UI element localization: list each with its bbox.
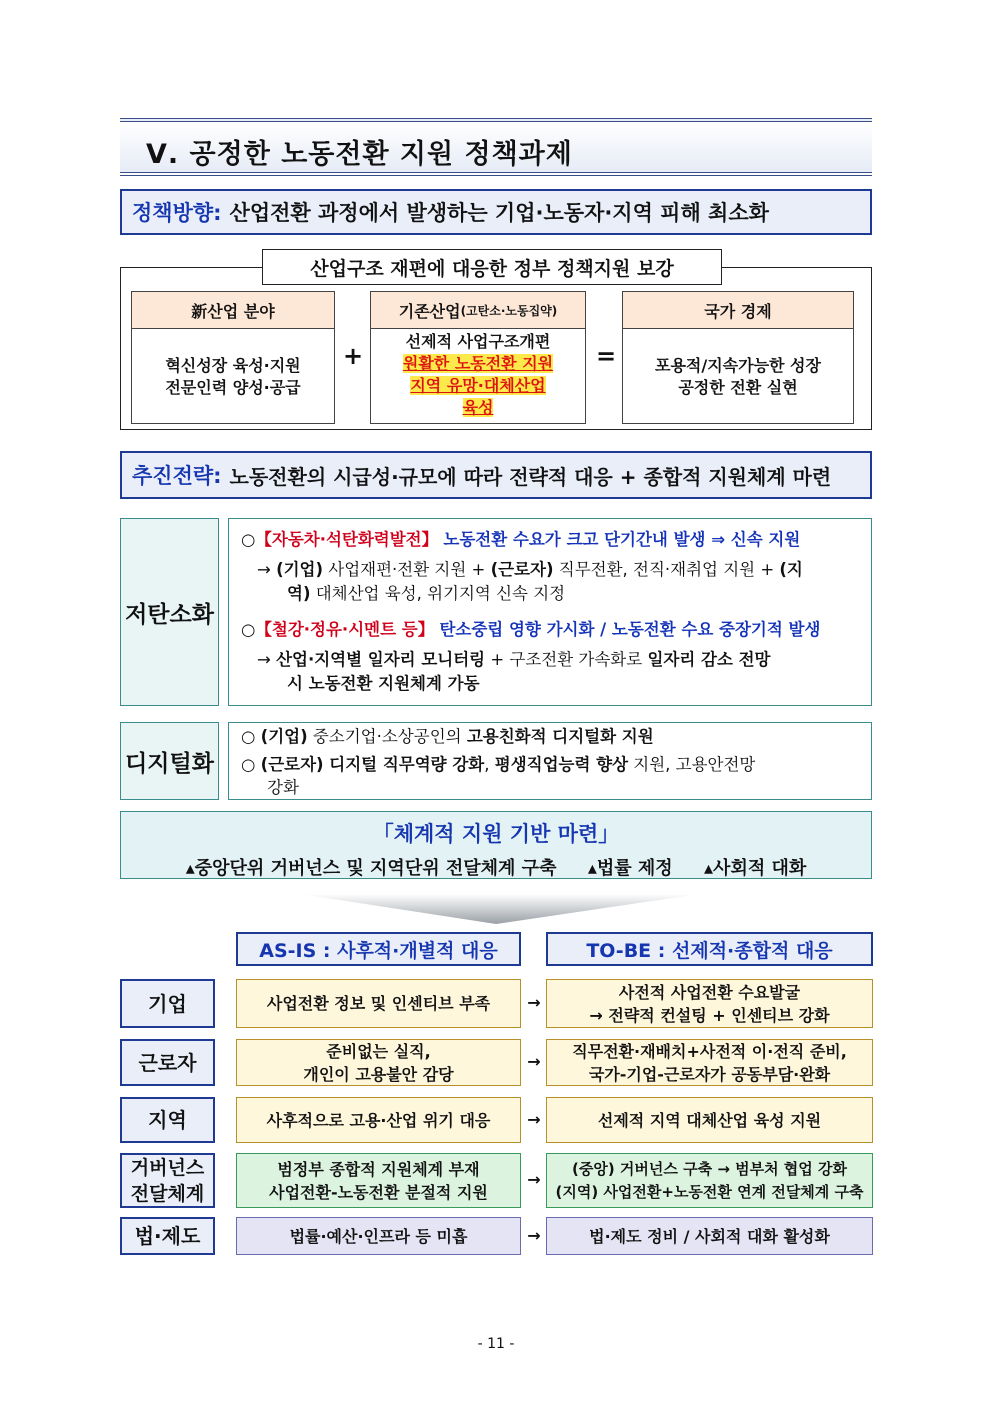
arrow-icon: → (527, 993, 541, 1012)
policy-direction-band (120, 189, 872, 235)
policy-direction-text: 산업전환 과정에서 발생하는 기업·노동자·지역 피해 최소화 (229, 201, 769, 225)
arrow-icon: → (527, 1170, 541, 1189)
cell-text: 사업전환-노동전환 분절적 지원 (269, 1182, 488, 1202)
low-carbon-bullet-1 (241, 528, 800, 552)
national-economy-body (623, 330, 853, 423)
new-industry-line: 혁신성장 육성·지원 (165, 355, 301, 375)
to-be-cell (546, 1039, 873, 1086)
highlight-text: 원활한 노동전환 지원 (402, 354, 554, 373)
strategy-band (120, 451, 872, 499)
national-economy-column (622, 291, 854, 424)
highlight-text: 지역 유망·대체산업 (410, 376, 546, 395)
bold-text: 산업·지역별 일자리 모니터링 (276, 650, 486, 669)
cell-text: 국가-기업-근로자가 공동부담·완화 (588, 1064, 831, 1084)
as-is-header: AS-IS : 사후적·개별적 대응 (236, 932, 521, 966)
text: , (484, 755, 495, 774)
existing-industry-head-sub: (고탄소·노동집약) (460, 303, 558, 318)
bullet-icon: ○ (241, 620, 256, 639)
as-is-cell (236, 1097, 521, 1143)
new-industry-head: 新산업 분야 (132, 292, 334, 329)
digital-label: 디지털화 (120, 722, 219, 800)
new-industry-column (131, 291, 335, 424)
as-is-cell (236, 1153, 521, 1208)
cell-text: (지역) 사업전환+노동전환 연계 전달체계 구축 (555, 1182, 864, 1201)
row-label-line: 전달체계 (130, 1182, 205, 1205)
to-be-cell (546, 1097, 873, 1143)
low-carbon-sub-1b (287, 582, 565, 606)
low-carbon-sub-2b (287, 672, 480, 696)
national-economy-line: 포용적/지속가능한 성장 (655, 355, 821, 375)
digital-content (228, 722, 872, 800)
bold-text: (기업) (260, 727, 308, 746)
bold-text: (기업) (276, 560, 324, 579)
cell-text: 준비없는 실직, (326, 1041, 431, 1061)
strategy-label: 추진전략: (132, 464, 222, 488)
text: 사업재편·전환 지원 + (323, 560, 491, 579)
arrow-icon: → (257, 650, 277, 669)
highlight-text: 육성 (462, 398, 494, 417)
row-label-worker: 근로자 (120, 1039, 215, 1086)
existing-industry-head-main: 기존산업 (398, 301, 461, 321)
arrow-icon: → (527, 1226, 541, 1245)
to-be-cell (546, 1153, 873, 1208)
cell-text: 사업전환 정보 및 인센티브 부족 (266, 994, 491, 1013)
to-be-cell (546, 979, 873, 1028)
bold-text: 시 노동전환 지원체계 가동 (287, 674, 480, 693)
section-title-bar (120, 118, 872, 176)
bold-text: 고용친화적 디지털화 지원 (466, 727, 654, 746)
digital-line-3: 강화 (267, 778, 299, 797)
digital-line-2 (241, 753, 755, 777)
low-carbon-bullet-2 (241, 618, 820, 642)
text: 지원, 고용안전망 (628, 755, 756, 774)
row-label-region: 지역 (120, 1097, 215, 1143)
cell-text: 선제적 지역 대체산업 육성 지원 (597, 1110, 822, 1130)
bullet-icon: ○ (241, 755, 256, 774)
new-industry-body (132, 330, 334, 423)
bold-text: 일자리 감소 전망 (647, 650, 771, 669)
row-label-line: 거버넌스 (130, 1156, 205, 1179)
cell-text: 법률·예산·인프라 등 미흡 (289, 1226, 468, 1246)
support-base-item: ▴중앙단위 거버넌스 및 지역단위 전달체계 구축 (185, 858, 557, 879)
section-title: Ⅴ. 공정한 노동전환 지원 정책과제 (146, 139, 573, 170)
cell-text: → 전략적 컨설팅 + 인센티브 강화 (589, 1005, 830, 1025)
page-number: - 11 - (477, 1336, 515, 1352)
as-is-cell (236, 979, 521, 1028)
arrow-icon: → (527, 1110, 541, 1129)
cell-text: 직무전환·재배치+사전적 이·전직 준비, (572, 1041, 847, 1061)
down-arrow-icon (300, 884, 700, 926)
as-is-cell (236, 1217, 521, 1255)
row-label-company: 기업 (120, 979, 215, 1028)
arrow-icon: → (527, 1052, 541, 1071)
text: 대체산업 육성, 위기지역 신속 지정 (310, 584, 566, 603)
red-heading: 【자동차·석탄화력발전】 (255, 530, 439, 549)
to-be-header: TO-BE : 선제적·종합적 대응 (546, 932, 873, 966)
bold-text: 역) (287, 584, 311, 603)
national-economy-head: 국가 경제 (623, 292, 853, 329)
text: + 구조전환 가속화로 (485, 650, 648, 669)
strategy-text: 노동전환의 시급성·규모에 따라 전략적 대응 + 종합적 지원체계 마련 (229, 464, 832, 489)
low-carbon-sub-1a (257, 558, 803, 582)
policy-direction-label: 정책방향: (132, 201, 222, 225)
bold-text: (근로자) 디지털 직무역량 강화 (260, 755, 485, 774)
support-base-item: ▴사회적 대화 (704, 858, 807, 879)
low-carbon-content (228, 518, 872, 706)
low-carbon-label: 저탄소화 (120, 518, 219, 706)
bullet-icon: ○ (241, 530, 256, 549)
cell-text: 사후적으로 고용·산업 위기 대응 (266, 1110, 491, 1130)
existing-industry-head (371, 292, 585, 329)
equals-sign: = (595, 342, 617, 370)
existing-industry-column (370, 291, 586, 424)
existing-industry-line: 선제적 사업구조개편 (405, 332, 551, 351)
existing-industry-body (371, 330, 585, 423)
bold-text: 평생직업능력 향상 (494, 755, 629, 774)
new-industry-line: 전문인력 양성·공급 (165, 377, 301, 397)
cell-text: (중앙) 거버넌스 구축 → 범부처 협업 강화 (572, 1159, 847, 1178)
bullet-icon: ○ (241, 727, 256, 746)
support-base-title: 「체계적 지원 기반 마련」 (372, 822, 620, 846)
arrow-icon: → (257, 560, 277, 579)
digital-line-1 (241, 725, 654, 749)
blue-heading: 탄소중립 영향 가시화 / 노동전환 수요 중장기적 발생 (439, 620, 821, 639)
low-carbon-sub-2a (257, 648, 771, 672)
bold-text: (근로자) (490, 560, 554, 579)
structure-caption: 산업구조 재편에 대응한 정부 정책지원 보강 (262, 249, 722, 285)
text: 직무전환, 전직·재취업 지원 + (553, 560, 780, 579)
row-label-law: 법·제도 (120, 1217, 215, 1255)
cell-text: 사전적 사업전환 수요발굴 (618, 982, 801, 1002)
national-economy-line: 공정한 전환 실현 (678, 377, 798, 397)
plus-sign: + (342, 342, 364, 370)
as-is-cell (236, 1039, 521, 1086)
support-base-item: ▴법률 제정 (587, 858, 673, 879)
text: 중소기업·소상공인의 (307, 727, 467, 746)
cell-text: 법·제도 정비 / 사회적 대화 활성화 (589, 1226, 830, 1246)
cell-text: 개인이 고용불안 감당 (303, 1064, 454, 1084)
cell-text: 범정부 종합적 지원체계 부재 (277, 1159, 480, 1179)
support-base-items (121, 854, 871, 880)
bold-text: (지 (779, 560, 803, 579)
blue-heading: 노동전환 수요가 크고 단기간내 발생 ⇒ 신속 지원 (443, 530, 801, 549)
to-be-cell (546, 1217, 873, 1255)
red-heading: 【철강·정유·시멘트 등】 (255, 620, 435, 639)
row-label-governance (120, 1153, 215, 1208)
support-base-box (120, 811, 872, 879)
